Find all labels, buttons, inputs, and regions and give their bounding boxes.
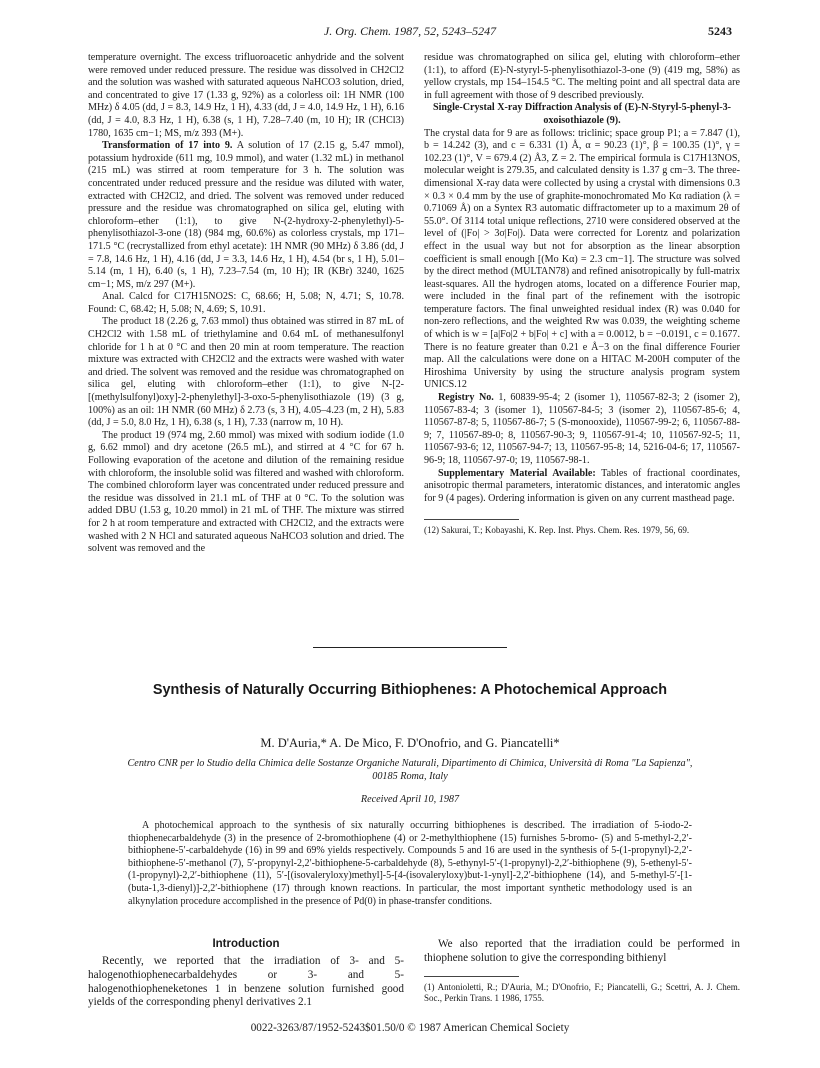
article-divider [313,647,507,648]
abstract: A photochemical approach to the synthesis of six naturally occurring bithiophenes is described. The irradiation of 5-iodo-2-thiophenecarbaldehyde (3) in the presence of 2-bromothiophene (4) or 2-methylthiophene (15) furnishes 5-bromo- (5) and 5-methyl-2,2′-bithiophene-5′-carbaldehyde (16) in 99 and 69% yields respectively. Compounds 5 and 16 are used in the synthesis of 5-(1-propynyl)-2,2′-bithiophene-5′-methanol (7), 5′-propynyl-2,2′-bithiophene-5-carbaldehyde (8), 5-ethynyl-5′-(1-propynyl)-2,2′-bithiophene (9), 5-ethenyl-5′-(1-propynyl)-2,2′-bithiophene (11), 5′-[(isovaleryloxy)methyl]-5-[4-(isovaleryloxy)but-1-ynyl]-2,2′-bithiophene (14), and 5-methyl-5′-[1-(buta-1,3-dienyl)]-2,2′-bithiophene (17) through known reactions. In particular, the most important synthetic methodology used is an alkynylation procedure accomplished in the presence of Pd(0) in phase-transfer conditions. [128,820,692,907]
left-column-experimental [88,52,404,556]
paragraph: The crystal data for 9 are as follows: triclinic; space group P1; a = 7.847 (1), b = 14.242 (3), and c = 6.331 (1) Å, α = 90.23 (1)°, β = 100.35 (1)°, γ = 102.23 (1)°, V = 679.4 (2) Å3, Z = 2. The empirical formula is C17H13NOS, molecular weight is 279.35, and calculated density is 1.37 g cm−3. The three-dimensional X-ray data were collected by using a crystal with dimensions 0.3 × 0.3 × 0.4 mm by the use of graphite-monochromated Mo Kα radiation (λ = 0.71069 Å) on a Syntex R3 automatic diffractometer up to a maximum 2θ of 55.0°. Of 3114 total unique reflections, 2710 were considered observed at the level of (|Fo| > 3σ|Fo|). Data were corrected for Lorentz and polarization effect in the usual way but not for absorption as the linear absorption coefficient is small enough [(Mo Kα) = 2.3 cm−1]. The structure was solved by the direct method (MULTAN78) and refined anisotropically by full-matrix least-squares. All the hydrogen atoms, located on a difference Fourier map, were included in the final part of the refinement with the isotropic temperature factors. The final unweighted residual index (R) was 0.040 for non-zero reflections, and the weighted Rw was 0.039, the weighting scheme of which is w = [a|Fo|2 + b|Fo| + c] with a = 0.0012, b = −0.0191, c = 0.1677. There is no feature greater than 0.21 e Å−3 on the final difference Fourier map. All the calculations were done on a HITAC M-200H computer of the Hiroshima University by using the structure analysis program system UNICS.12 [424,127,740,391]
paragraph: Anal. Calcd for C17H15NO2S: C, 68.66; H, 5.08; N, 4.71; S, 10.78. Found: C, 68.42; H, 5.08; N, 4.69; S, 10.91. [88,291,404,315]
paragraph: The product 18 (2.26 g, 7.63 mmol) thus obtained was stirred in 87 mL of CH2Cl2 with 1.58 mL of triethylamine and 0.64 mL of methanesulfonyl chloride for 1 h at 0 °C and then 20 min at room temperature. The reaction mixture was extracted with CH2Cl2 and the extracts were washed with water and dried. The solvent was removed and the residue was chromatographed on silica gel, eluting with chloroform–ether (1:1), to give N-[2-[(methylsulfonyl)oxy]-2-phenylethyl]-3-oxo-5-phenylisothiazole (19) (3 g, 100%) as an oil: 1H NMR (60 MHz) δ 2.73 (s, 3 H), 4.05–4.23 (m, 2 H), 5.83 (dd, J = 5.0, 8.0 Hz, 1 H), 6.38 (s, 1 H), 7.33 (narrow m, 10 H). [88,316,404,429]
paragraph-text: Tables of fractional coordinates, anisotropic thermal parameters, interatomic distances, and interatomic angles for 9 (4 pages). Ordering information is given on any current masthead page. [424,467,740,504]
right-column-experimental [424,52,740,536]
affiliation: Centro CNR per lo Studio della Chimica delle Sostanze Organiche Naturali, Dipartimento di Chimica, Università di Roma "La Sapienza", 00185 Roma, Italy [127,758,693,782]
inline-heading: Supplementary Material Available: [438,467,596,479]
xray-section-title: Single-Crystal X-ray Diffraction Analysis of (E)-N-Styryl-5-phenyl-3-oxoisothiazole (9). [432,102,732,126]
footnote-1: (1) Antonioletti, R.; D'Auria, M.; D'Onofrio, F.; Piancatelli, G.; Scettri, A. J. Chem. Soc., Perkin Trans. 1 1986, 1755. [424,982,740,1003]
page-number: 5243 [708,24,732,38]
supplementary-paragraph [424,468,740,506]
footnote-separator [424,976,519,977]
section-heading-introduction: Introduction [212,938,280,950]
running-header [88,24,732,40]
paragraph-text: 1, 60839-95-4; 2 (isomer 1), 110567-82-3; 2 (isomer 2), 110567-83-4; 3 (isomer 1), 110567-84-5; 3 (isomer 2), 110567-85-6; 4, 110567-87-8; 5, 110567-86-7; 5 (S-monooxide), 110567-99-2; 6, 110567-88-9; 7, 110567-89-0; 8, 110567-90-3; 9, 110567-91-4; 10, 110567-92-5; 11, 110567-93-6; 12, 110567-94-7; 13, 110567-95-8; 14, 5216-04-6; 17, 110567-96-9; 18, 110567-97-0; 19, 110567-98-1. [424,392,740,466]
author-list: M. D'Auria,* A. De Mico, F. D'Onofrio, and G. Piancatelli* [260,736,560,750]
journal-citation: J. Org. Chem. 1987, 52, 5243–5247 [323,24,497,38]
reference-12: (12) Sakurai, T.; Kobayashi, K. Rep. Inst. Phys. Chem. Res. 1979, 56, 69. [424,525,690,536]
introduction-text-right: We also reported that the irradiation could be performed in thiophene solution to give the corresponding bithienyl [424,938,740,964]
paragraph [88,140,404,291]
inline-heading: Registry No. [438,392,494,404]
registry-paragraph [424,392,740,468]
article-title: Synthesis of Naturally Occurring Bithiophenes: A Photochemical Approach [152,682,668,698]
introduction-text-left: Recently, we reported that the irradiation of 3- and 5-halogenothiophenecarbaldehydes or 3- and 5-halogenothiopheneketones 1 in benzene solution furnished good yields of the corresponding phenyl derivatives 2.1 [88,955,404,1009]
paragraph: residue was chromatographed on silica gel, eluting with chloroform–ether (1:1), to afford (E)-N-styryl-5-phenylisothiazol-3-one (9) (419 mg, 58%) as yellow crystals, mp 154–154.5 °C. The melting point and all spectral data are in full agreement with those of 9 described previously. [424,52,740,101]
received-date: Received April 10, 1987 [360,794,460,805]
reference-separator [424,519,519,520]
paragraph-text: A solution of 17 (2.15 g, 5.47 mmol), potassium hydroxide (611 mg, 10.9 mmol), and water (1.32 mL) in methanol (215 mL) was stirred at room temperature for 3 h. The solution was concentrated under reduced pressure and the residue was diluted with water, extracted with CH2Cl2, and dried. The solvent was removed under reduced pressure and the residue was chromatographed on silica gel, eluting with chloroform–ether (1:1), to give N-(2-hydroxy-2-phenylethyl)-5-phenylisothiazol-3-one (18) (984 mg, 60.6%) as colorless crystals, mp 171–171.5 °C (recrystallized from ethyl acetate): 1H NMR (90 MHz) δ 3.86 (dd, J = 7.8, 14.6 Hz, 1 H), 4.16 (dd, J = 3.3, 14.6 Hz, 1 H), 4.54 (br s, 1 H), 5.01–5.14 (m, 1 H), 6.40 (s, 1 H), 7.23–7.54 (m, 10 H); IR (KBr) 3240, 1625 cm−1; MS, m/z 297 (M+). [88,140,405,290]
paragraph: The product 19 (974 mg, 2.60 mmol) was mixed with sodium iodide (1.0 g, 6.62 mmol) and dry acetone (26.5 mL), and stirred at 4 °C for 67 h. Following evaporation of the acetone and dilution of the remaining residue with chloroform, the insoluble solid was filtered and washed with chloroform. The combined chloroform layer was concentrated under reduced pressure and the residue was dissolved in 21.1 mL of THF at 0 °C. To the solution was added DBU (1.53 g, 10.20 mmol) in 21 mL of THF. The mixture was stirred for 2 h at room temperature and extracted with CH2Cl2, and the extracts were washed with 2 N HCl and saturated aqueous NaHCO3 solution and dried. The solvent was removed and the [88,429,404,555]
copyright-footer: 0022-3263/87/1952-5243$01.50/0 © 1987 American Chemical Society [250,1022,570,1034]
inline-heading: Transformation of 17 into 9. [102,140,233,152]
paragraph: temperature overnight. The excess trifluoroacetic anhydride and the solvent were removed under reduced pressure. The residue was dissolved in CH2Cl2 and the solution was washed with saturated aqueous NaHCO3 solution, dried, and concentrated to give 17 (1.33 g, 92%) as a colorless oil: 1H NMR (100 MHz) δ 4.05 (dd, J = 8.3, 14.9 Hz, 1 H), 4.33 (dd, J = 4.0, 14.9 Hz, 1 H), 6.16 (dd, J = 4.0, 8.3 Hz, 1 H), 6.38 (s, 1 H), 7.28–7.40 (m, 10 H); IR (CHCl3) 1780, 1635 cm−1; MS, m/z 393 (M+). [88,52,404,139]
